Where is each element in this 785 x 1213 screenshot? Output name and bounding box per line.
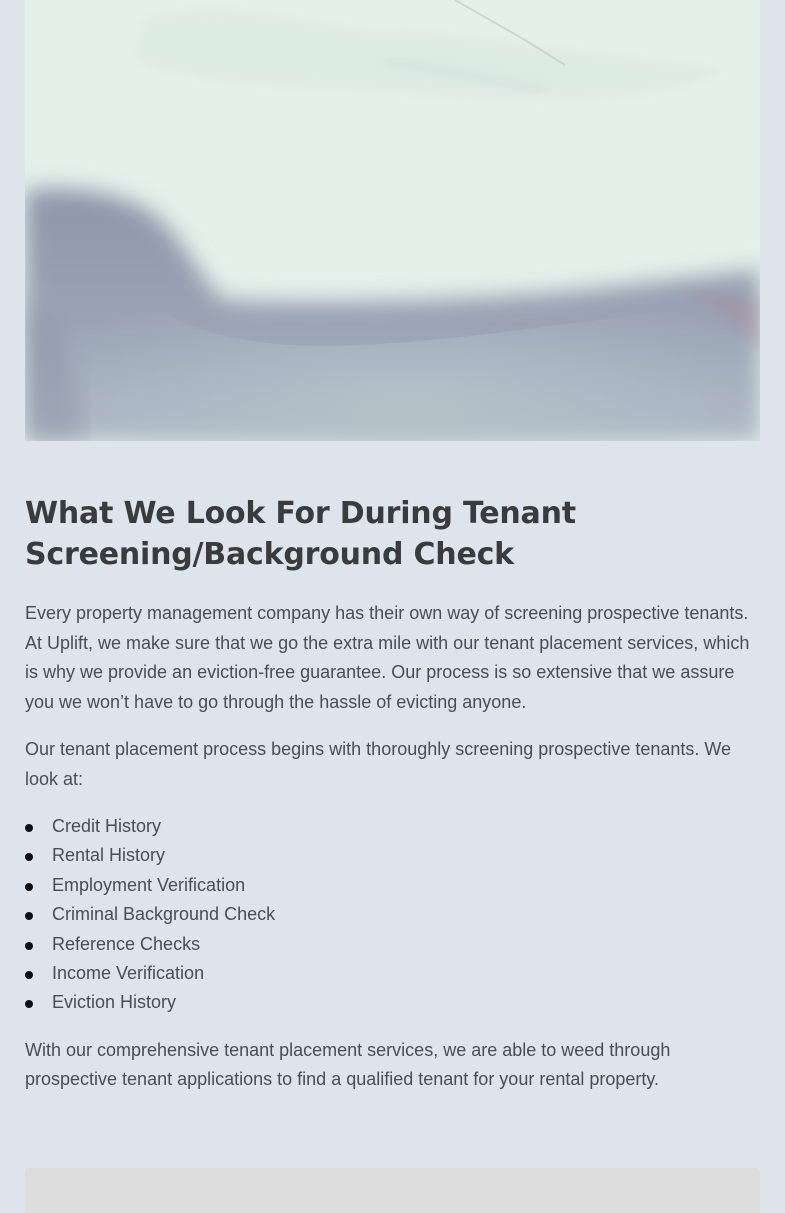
bullet-dot-icon [25,824,33,832]
next-section-card [25,1168,760,1213]
screening-checklist [25,812,760,1018]
bullet-dot-icon [25,1000,33,1008]
checklist-item-label: Criminal Background Check [52,904,276,925]
list-item [25,841,760,870]
closing-paragraph: With our comprehensive tenant placement services, we are able to weed through prospective tenant applications to find a qualified tenant for your rental property. [25,1039,671,1090]
checklist-item-label: Reference Checks [52,933,201,954]
lead-in-paragraph: Our tenant placement process begins with thoroughly screening prospective tenants. We look at: [25,739,732,789]
list-item [25,988,760,1017]
bullet-dot-icon [25,912,33,920]
bullet-dot-icon [25,883,33,891]
checklist-item-label: Income Verification [52,963,205,984]
hero-image [25,0,760,441]
list-item [25,871,760,900]
bullet-dot-icon [25,853,33,861]
checklist-item-label: Rental History [52,845,166,866]
checklist-item-label: Employment Verification [52,874,246,895]
checklist-item-label: Eviction History [52,992,177,1013]
bullet-dot-icon [25,971,33,979]
section-heading: What We Look For During Tenant Screening/Background Check [25,496,576,572]
list-item [25,959,760,988]
checklist-item-label: Credit History [52,816,162,836]
article-section [25,493,760,1113]
bullet-dot-icon [25,942,33,950]
list-item [25,900,760,929]
list-item [25,930,760,959]
intro-paragraph: Every property management company has their own way of screening prospective tenants. At Uplift, we make sure that we go the extra mile with our tenant placement services, which is why we provide an eviction-free guarantee. Our process is so extensive that we assure you we won’t have to go through the hassle of evicting anyone. [25,603,750,712]
list-item [25,812,760,841]
